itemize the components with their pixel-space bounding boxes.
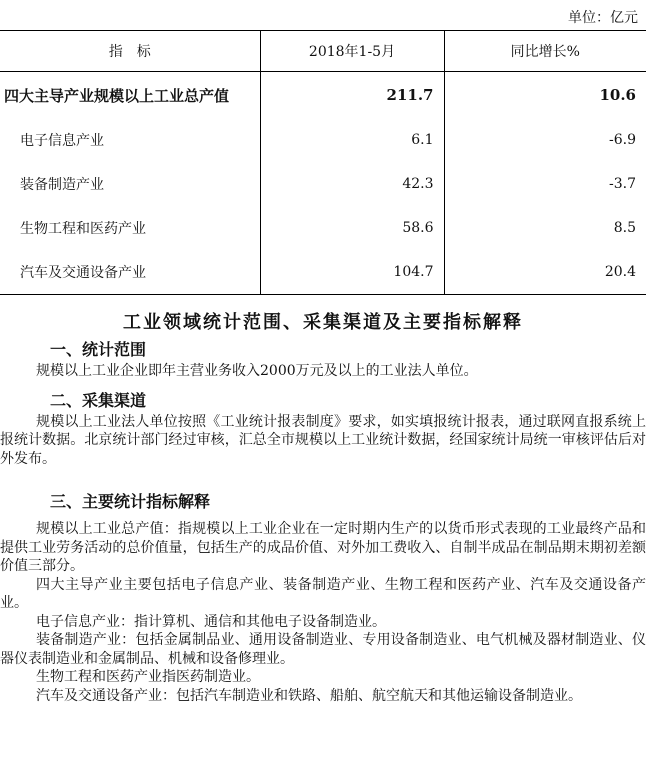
- row-value: 42.3: [260, 162, 444, 206]
- row-name: 汽车及交通设备产业: [0, 250, 260, 295]
- table-row-total: [0, 72, 646, 119]
- row-growth: -3.7: [444, 162, 646, 206]
- indicator-definition-four-industries: 四大主导产业主要包括电子信息产业、装备制造产业、生物工程和医药产业、汽车及交通设备产业。: [0, 576, 646, 611]
- indicator-definition-biomedical: 生物工程和医药产业指医药制造业。: [36, 669, 260, 685]
- row-growth: 10.6: [444, 72, 646, 119]
- table-row: [0, 250, 646, 295]
- section-heading-scope: 一、统计范围: [50, 340, 147, 359]
- header-growth: 同比增长%: [444, 31, 646, 72]
- row-name: 装备制造产业: [20, 177, 104, 193]
- table-row: [0, 206, 646, 250]
- row-value: 104.7: [260, 250, 444, 295]
- notes-section: [0, 308, 646, 705]
- unit-label: 单位：亿元: [568, 10, 638, 26]
- row-value: 6.1: [260, 118, 444, 162]
- notes-title: 工业领域统计范围、采集渠道及主要指标解释: [123, 312, 523, 333]
- row-name: 电子信息产业: [20, 133, 104, 149]
- section-heading-indicators: 三、主要统计指标解释: [50, 492, 211, 511]
- row-growth: -6.9: [444, 118, 646, 162]
- header-indicator: 指 标: [0, 31, 260, 72]
- row-name: 生物工程和医药产业: [20, 221, 146, 237]
- row-growth: 8.5: [444, 206, 646, 250]
- section-heading-channel: 二、采集渠道: [50, 390, 147, 410]
- section-text-channel: 规模以上工业法人单位按照《工业统计报表制度》要求，如实填报统计报表，通过联网直报系统上报统计数据。北京统计部门经过审核，汇总全市规模以上工业统计数据，经国家统计局统一审核评估后对外发布。: [0, 413, 646, 467]
- table-row: [0, 162, 646, 206]
- table-row: [0, 118, 646, 162]
- statistics-table: [0, 30, 646, 295]
- row-name: 四大主导产业规模以上工业总产值: [4, 86, 230, 105]
- row-value: 58.6: [260, 206, 444, 250]
- header-period: 2018年1-5月: [260, 31, 444, 72]
- section-text-scope: 规模以上工业企业即年主营业务收入2000万元及以上的工业法人单位。: [36, 363, 478, 379]
- row-value: 211.7: [260, 72, 444, 119]
- indicator-definition-automotive: 汽车及交通设备产业：包括汽车制造业和铁路、船舶、航空航天和其他运输设备制造业。: [36, 687, 582, 704]
- indicator-definition-electronics: 电子信息产业：指计算机、通信和其他电子设备制造业。: [36, 613, 386, 630]
- row-growth: 20.4: [444, 250, 646, 295]
- indicator-definition-equipment: 装备制造产业：包括金属制品业、通用设备制造业、专用设备制造业、电气机械及器材制造业、仪器仪表制造业和金属制品、机械和设备修理业。: [0, 632, 646, 667]
- indicator-definition-output: 规模以上工业总产值：指规模以上工业企业在一定时期内生产的以货币形式表现的工业最终产品和提供工业劳务活动的总价值量，包括生产的成品价值、对外加工费收入、自制半成品在制品期末期初差额价值三部分。: [0, 521, 646, 574]
- table-header-row: [0, 31, 646, 72]
